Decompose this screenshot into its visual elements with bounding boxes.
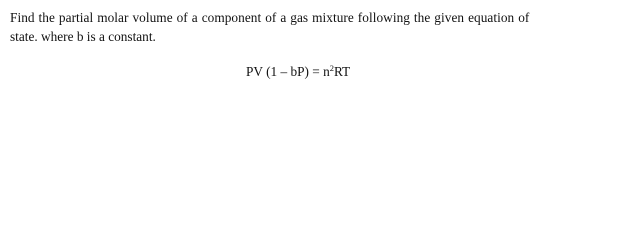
equation-lhs: PV (1 – bP) = n — [246, 64, 330, 79]
question-line-2: state. where b is a constant. — [10, 29, 156, 44]
question-text — [10, 8, 616, 46]
equation-of-state — [246, 64, 350, 80]
equation-rhs: RT — [333, 64, 351, 79]
equation-exponent: 2 — [329, 63, 334, 73]
question-line-1: Find the partial molar volume of a component of a gas mixture following the given equation of — [10, 10, 530, 25]
